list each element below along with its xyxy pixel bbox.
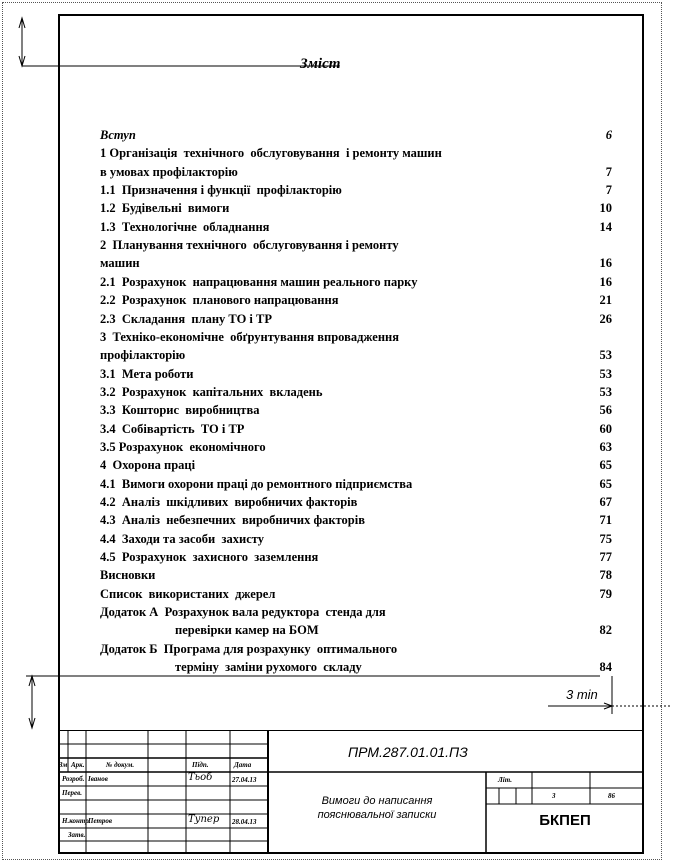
toc-entry-text: 1.2 Будівельні вимоги [100,201,230,216]
toc-entry-text: Додаток А Розрахунок вала редуктора стенда для [100,605,386,620]
row-nkontr-date: 28.04.13 [232,818,257,826]
toc-entry-page: 6 [605,128,612,142]
sheet-number: 3 [552,792,556,800]
toc-entry [100,495,612,513]
toc-entry [100,385,612,403]
org-name: БКПЕП [539,812,591,829]
toc-entry [100,312,612,330]
row-nkontr-signature: Тупер [188,814,220,825]
toc-entry-text: 3.2 Розрахунок капітальних вкладень [100,384,323,399]
toc-entry-text: 1.1 Призначення і функції профілакторію [100,183,342,198]
toc-entry-text: профілакторію [100,348,186,363]
toc-entry-text: 4.4 Заходи та засоби захисту [100,531,264,546]
toc-entry-page: 84 [599,660,612,675]
sheets-total: 86 [608,792,615,800]
row-rozrob-signature: Тьоб [188,772,213,783]
toc-entry-text: Додаток Б Програма для розрахунку оптимального [100,641,398,656]
toc-entry-text: Вступ [100,128,136,142]
row-zatv-label: Затв. [68,831,86,839]
toc-entry-text: 2.1 Розрахунок напрацювання машин реального парку [100,274,418,289]
toc-entry-page: 63 [599,439,612,454]
dimension-label: 3 min [566,687,598,702]
toc-entry-text: машин [100,256,140,271]
col-sign: Підп. [192,761,209,769]
title-block [58,730,644,854]
toc-entry-text: 4.1 Вимоги охорони праці до ремонтного підприємства [100,476,413,491]
col-date: Дата [234,761,252,769]
toc-entry-text: 4.5 Розрахунок захисного заземлення [100,550,319,565]
row-rozrob-label: Розроб. [62,775,85,783]
toc-entry [100,568,612,586]
toc-entry-text: 1.3 Технологічне обладнання [100,219,270,234]
row-nkontr-label: Н.контр. [62,817,91,825]
toc-entry-page: 60 [599,421,612,436]
toc-entry [100,367,612,385]
doc-title [268,794,486,822]
row-rozrob-date: 27.04.13 [232,776,257,784]
toc-entry-text: Список використаних джерел [100,586,276,601]
toc-entry-page: 53 [599,366,612,381]
toc-entry [100,550,612,568]
row-rozrob-name: Іванов [88,775,108,783]
toc-entry-text: 3.1 Мета роботи [100,366,194,381]
toc-entry [100,440,612,458]
toc-entry-page: 82 [599,623,612,638]
toc-entry [100,146,612,164]
toc-entry [100,587,612,605]
toc-title: Зміст [300,56,341,72]
toc-entry-page: 65 [599,458,612,473]
toc-entry [100,128,612,146]
toc-entry [100,513,612,531]
toc-entry-page: 16 [599,256,612,271]
toc-entry-text: 2.3 Складання плану ТО і ТР [100,311,272,326]
row-perev-label: Перев. [62,789,83,797]
toc-entry-page: 65 [599,476,612,491]
toc-entry-page: 67 [599,495,612,509]
toc-entry-text: 2 Планування технічного обслуговування і ремонту [100,238,399,253]
toc-entry [100,256,612,274]
toc-entry-page: 7 [605,183,612,198]
toc-entry-page: 71 [599,513,612,528]
toc-entry-page: 77 [599,550,612,565]
toc-entry-page: 75 [599,531,612,546]
toc-entry [100,477,612,495]
toc-entry-page: 7 [605,164,612,179]
toc-entry-text: 3.3 Кошторис виробництва [100,403,260,418]
doc-title-line2: пояснювальної записки [317,809,437,821]
toc-entry-text: 4.3 Аналіз небезпечних виробничих факторів [100,513,365,528]
toc-entry-text: 3 Техніко-економічне обґрунтування впровадження [100,329,400,344]
toc-entry-page: 53 [599,348,612,363]
toc-entry [100,660,612,678]
toc-entry-text: в умовах профілакторію [100,164,238,179]
toc-entry [100,275,612,293]
toc-entry [100,165,612,183]
doc-title-line1: Вимоги до написання [321,795,433,807]
toc-entry-page: 78 [599,568,612,583]
toc-entry [100,183,612,201]
toc-entry-page: 10 [599,201,612,216]
toc-entry [100,642,612,660]
toc-entry-text: 3.4 Собівартість ТО і ТР [100,421,245,436]
col-ark: Арк. [71,761,85,769]
toc-entry [100,532,612,550]
toc-entry [100,238,612,256]
toc-entry [100,201,612,219]
toc-entry-text: 2.2 Розрахунок планового напрацювання [100,293,339,308]
toc-entry [100,458,612,476]
lit-label: Літ. [498,776,513,784]
toc-entry [100,422,612,440]
row-nkontr-name: Петров [88,817,113,825]
toc-entry [100,330,612,348]
toc-entry [100,293,612,311]
toc-entry-page: 21 [599,293,612,308]
toc-entry-text: 4 Охорона праці [100,458,196,473]
toc-entry-page: 53 [599,384,612,399]
toc-entry-text: перевірки камер на БОМ [100,623,319,638]
col-doc: № докум. [106,761,135,769]
toc-entry [100,220,612,238]
toc-entry-text: 1 Організація технічного обслуговування і ремонту машин [100,146,442,161]
toc-entry-text: 4.2 Аналіз шкідливих виробничих факторів [100,495,358,509]
doc-code: ПРМ.287.01.01.ПЗ [348,744,468,760]
toc-entry-text: Висновки [100,568,156,583]
col-zm: Зм. [59,761,70,769]
toc-entry-page: 16 [599,274,612,289]
toc-entry-page: 14 [599,219,612,234]
toc-entry [100,623,612,641]
toc-entry-text: 3.5 Розрахунок економічного [100,439,266,454]
toc-entry-page: 26 [599,311,612,326]
toc-entry-page: 79 [599,586,612,601]
toc-entry-page: 56 [599,403,612,418]
toc-entry-text: терміну заміни рухомого складу [100,660,362,675]
toc-entry [100,605,612,623]
toc-entry [100,403,612,421]
toc-entry [100,348,612,366]
